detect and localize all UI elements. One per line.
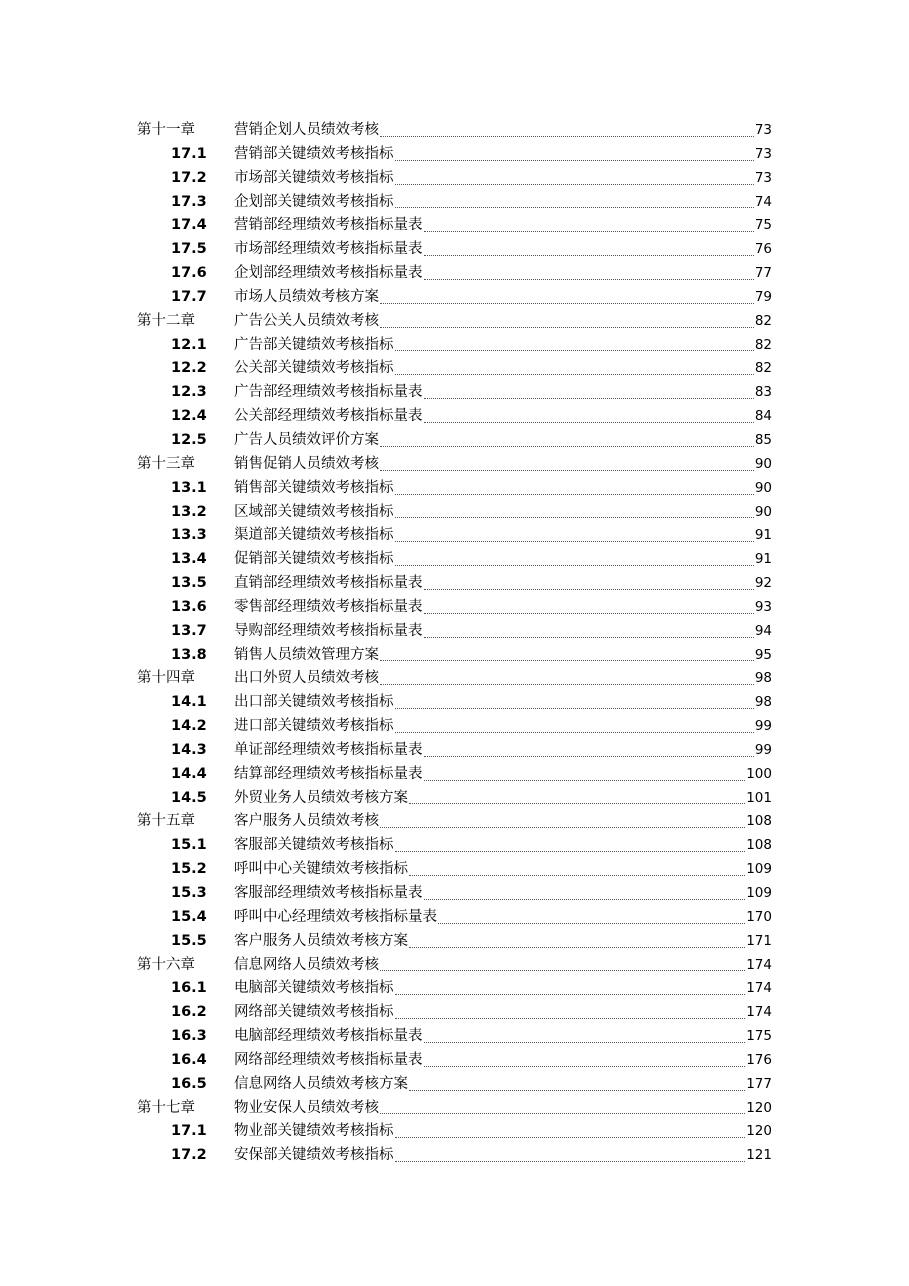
toc-entry-title: 客服部关键绩效考核指标 — [234, 837, 394, 854]
toc-entry-line — [234, 167, 772, 191]
toc-entry-line — [234, 715, 772, 739]
toc-entry-line — [234, 691, 772, 715]
toc-section-row[interactable] — [0, 977, 909, 1001]
toc-entry-title: 物业部关键绩效考核指标 — [234, 1123, 394, 1140]
toc-entry-line — [234, 262, 772, 286]
toc-entry-line — [234, 548, 772, 572]
toc-entry-number: 15.4 — [171, 908, 207, 925]
dot-leader — [424, 636, 754, 638]
toc-entry-number: 13.5 — [171, 575, 207, 592]
toc-page-number: 109 — [746, 861, 772, 878]
toc-entry-number: 15.2 — [171, 861, 207, 878]
toc-entry-line — [234, 1144, 772, 1168]
toc-entry-number: 17.2 — [171, 169, 207, 186]
toc-entry-line — [234, 882, 772, 906]
toc-entry-line — [234, 501, 772, 525]
toc-entry-title: 公关部关键绩效考核指标 — [234, 360, 394, 377]
dot-leader — [395, 159, 754, 161]
toc-entry-number: 17.4 — [171, 217, 207, 234]
toc-entry-number: 17.2 — [171, 1147, 207, 1164]
toc-page-number: 73 — [754, 169, 772, 186]
toc-entry-line — [234, 405, 772, 429]
dot-leader — [409, 1089, 745, 1091]
toc-section-row[interactable] — [0, 882, 909, 906]
toc-entry-line — [234, 1097, 772, 1121]
toc-entry-title: 营销部关键绩效考核指标 — [234, 145, 394, 162]
toc-entry-title: 结算部经理绩效考核指标量表 — [234, 765, 423, 782]
toc-entry-line — [234, 763, 772, 787]
toc-section-row[interactable] — [0, 1049, 909, 1073]
dot-leader — [395, 540, 754, 542]
toc-entry-line — [234, 954, 772, 978]
dot-leader — [424, 779, 746, 781]
toc-entry-line — [234, 930, 772, 954]
dot-leader — [395, 1160, 746, 1162]
toc-section-row[interactable] — [0, 620, 909, 644]
toc-page-number: 92 — [754, 575, 772, 592]
dot-leader — [424, 898, 746, 900]
toc-entry-title: 公关部经理绩效考核指标量表 — [234, 408, 423, 425]
toc-entry-line — [234, 286, 772, 310]
toc-chapter-row[interactable] — [0, 453, 909, 477]
toc-entry-line — [234, 381, 772, 405]
dot-leader — [380, 1112, 745, 1114]
toc-page-number: 93 — [754, 598, 772, 615]
toc-chapter-row[interactable] — [0, 810, 909, 834]
toc-page-number: 90 — [754, 503, 772, 520]
toc-section-row[interactable] — [0, 214, 909, 238]
toc-page-number: 79 — [754, 288, 772, 305]
toc-entry-line — [234, 644, 772, 668]
toc-entry-title: 直销部经理绩效考核指标量表 — [234, 575, 423, 592]
dot-leader — [424, 254, 754, 256]
toc-entry-title: 渠道部关键绩效考核指标 — [234, 527, 394, 544]
toc-section-row[interactable] — [0, 405, 909, 429]
toc-page-number: 174 — [746, 956, 772, 973]
toc-entry-title: 安保部关键绩效考核指标 — [234, 1147, 394, 1164]
toc-section-row[interactable] — [0, 763, 909, 787]
toc-entry-number: 第十四章 — [137, 670, 195, 687]
toc-page-number: 73 — [754, 145, 772, 162]
dot-leader — [409, 874, 745, 876]
toc-entry-title: 电脑部关键绩效考核指标 — [234, 980, 394, 997]
dot-leader — [395, 731, 754, 733]
toc-chapter-row[interactable] — [0, 310, 909, 334]
toc-section-row[interactable] — [0, 548, 909, 572]
toc-entry-line — [234, 906, 772, 930]
toc-entry-title: 客户服务人员绩效考核 — [234, 813, 379, 830]
toc-entry-line — [234, 1120, 772, 1144]
toc-page-number: 94 — [754, 622, 772, 639]
toc-page-number: 108 — [746, 813, 772, 830]
toc-entry-line — [234, 310, 772, 334]
dot-leader — [438, 922, 745, 924]
toc-page-number: 91 — [754, 551, 772, 568]
dot-leader — [424, 230, 754, 232]
toc-entry-title: 出口外贸人员绩效考核 — [234, 670, 379, 687]
toc-entry-title: 销售部关键绩效考核指标 — [234, 479, 394, 496]
toc-section-row[interactable] — [0, 739, 909, 763]
toc-section-row[interactable] — [0, 286, 909, 310]
toc-entry-title: 网络部经理绩效考核指标量表 — [234, 1051, 423, 1068]
toc-page-number: 177 — [746, 1075, 772, 1092]
toc-entry-line — [234, 453, 772, 477]
toc-entry-number: 14.2 — [171, 718, 207, 735]
toc-page-number: 174 — [746, 1004, 772, 1021]
toc-entry-title: 物业安保人员绩效考核 — [234, 1099, 379, 1116]
toc-entry-number: 17.1 — [171, 145, 207, 162]
toc-entry-number: 第十七章 — [137, 1099, 195, 1116]
dot-leader — [424, 588, 754, 590]
toc-entry-title: 客服部经理绩效考核指标量表 — [234, 885, 423, 901]
dot-leader — [395, 707, 754, 709]
toc-entry-line — [234, 572, 772, 596]
toc-entry-number: 15.3 — [171, 885, 207, 901]
toc-section-row[interactable] — [0, 596, 909, 620]
toc-section-row[interactable] — [0, 930, 909, 954]
toc-entry-number: 15.5 — [171, 932, 207, 949]
dot-leader — [395, 850, 746, 852]
toc-entry-line — [234, 334, 772, 358]
toc-page-number: 99 — [754, 718, 772, 735]
toc-entry-title: 外贸业务人员绩效考核方案 — [234, 789, 408, 806]
toc-entry-number: 14.3 — [171, 741, 207, 758]
toc-entry-title: 零售部经理绩效考核指标量表 — [234, 598, 423, 615]
toc-page-number: 101 — [746, 789, 772, 806]
toc-entry-number: 12.3 — [171, 384, 207, 401]
toc-entry-line — [234, 667, 772, 691]
toc-entry-number: 第十三章 — [137, 455, 195, 472]
toc-chapter-row[interactable] — [0, 954, 909, 978]
toc-section-row[interactable] — [0, 143, 909, 167]
toc-entry-number: 15.1 — [171, 837, 207, 854]
toc-page-number: 74 — [754, 193, 772, 210]
toc-entry-line — [234, 191, 772, 215]
dot-leader — [380, 659, 754, 661]
toc-entry-title: 广告部经理绩效考核指标量表 — [234, 384, 423, 401]
toc-page-number: 99 — [754, 741, 772, 758]
dot-leader — [395, 349, 754, 351]
toc-chapter-row[interactable] — [0, 119, 909, 143]
toc-entry-title: 广告公关人员绩效考核 — [234, 312, 379, 329]
toc-entry-title: 电脑部经理绩效考核指标量表 — [234, 1028, 423, 1045]
toc-entry-number: 第十六章 — [137, 956, 195, 973]
toc-entry-title: 广告部关键绩效考核指标 — [234, 336, 394, 353]
toc-entry-title: 信息网络人员绩效考核方案 — [234, 1075, 408, 1092]
toc-entry-title: 区域部关键绩效考核指标 — [234, 503, 394, 520]
toc-entry-title: 企划部经理绩效考核指标量表 — [234, 265, 423, 282]
toc-entry-line — [234, 1001, 772, 1025]
toc-section-row[interactable] — [0, 501, 909, 525]
toc-entry-title: 出口部关键绩效考核指标 — [234, 694, 394, 711]
toc-entry-title: 市场部关键绩效考核指标 — [234, 169, 394, 186]
toc-entry-number: 17.1 — [171, 1123, 207, 1140]
toc-entry-number: 14.4 — [171, 765, 207, 782]
toc-page-number: 85 — [754, 431, 772, 448]
toc-section-row[interactable] — [0, 787, 909, 811]
toc-entry-title: 呼叫中心经理绩效考核指标量表 — [234, 908, 437, 925]
toc-section-row[interactable] — [0, 429, 909, 453]
toc-entry-line — [234, 620, 772, 644]
toc-entry-number: 13.1 — [171, 479, 207, 496]
dot-leader — [424, 612, 754, 614]
dot-leader — [380, 969, 745, 971]
toc-entry-number: 17.6 — [171, 265, 207, 282]
toc-page-number: 98 — [754, 694, 772, 711]
toc-page-number: 90 — [754, 455, 772, 472]
toc-section-row[interactable] — [0, 1001, 909, 1025]
dot-leader — [395, 373, 754, 375]
toc-entry-line — [234, 787, 772, 811]
dot-leader — [424, 397, 754, 399]
dot-leader — [380, 469, 754, 471]
toc-entry-line — [234, 238, 772, 262]
toc-entry-line — [234, 357, 772, 381]
toc-entry-title: 市场人员绩效考核方案 — [234, 288, 379, 305]
toc-page-number: 109 — [746, 885, 772, 901]
toc-entry-title: 单证部经理绩效考核指标量表 — [234, 741, 423, 758]
toc-page-number: 170 — [746, 908, 772, 925]
dot-leader — [424, 278, 754, 280]
toc-entry-number: 12.2 — [171, 360, 207, 377]
toc-section-row[interactable] — [0, 334, 909, 358]
toc-page-number: 91 — [754, 527, 772, 544]
toc-page-number: 75 — [754, 217, 772, 234]
toc-page-number: 76 — [754, 241, 772, 258]
dot-leader — [409, 946, 745, 948]
toc-page-number: 98 — [754, 670, 772, 687]
toc-entry-title: 导购部经理绩效考核指标量表 — [234, 622, 423, 639]
toc-page-number: 120 — [746, 1123, 772, 1140]
toc-entry-line — [234, 977, 772, 1001]
toc-entry-title: 销售人员绩效管理方案 — [234, 646, 379, 663]
toc-section-row[interactable] — [0, 715, 909, 739]
toc-entry-number: 14.5 — [171, 789, 207, 806]
toc-entry-number: 13.6 — [171, 598, 207, 615]
toc-page-number: 108 — [746, 837, 772, 854]
dot-leader — [395, 206, 754, 208]
toc-entry-title: 进口部关键绩效考核指标 — [234, 718, 394, 735]
toc-entry-line — [234, 524, 772, 548]
toc-page-number: 175 — [746, 1028, 772, 1045]
toc-entry-number: 16.5 — [171, 1075, 207, 1092]
toc-page-number: 83 — [754, 384, 772, 401]
toc-page-number: 82 — [754, 360, 772, 377]
toc-page-number: 100 — [746, 765, 772, 782]
toc-section-row[interactable] — [0, 1120, 909, 1144]
toc-page-number: 82 — [754, 312, 772, 329]
toc-entry-number: 16.2 — [171, 1004, 207, 1021]
toc-entry-title: 营销部经理绩效考核指标量表 — [234, 217, 423, 234]
toc-chapter-row[interactable] — [0, 667, 909, 691]
toc-section-row[interactable] — [0, 524, 909, 548]
toc-entry-number: 12.5 — [171, 431, 207, 448]
toc-entry-number: 13.3 — [171, 527, 207, 544]
toc-page-number: 171 — [746, 932, 772, 949]
dot-leader — [395, 493, 754, 495]
toc-entry-line — [234, 810, 772, 834]
toc-entry-line — [234, 739, 772, 763]
toc-page-number: 121 — [746, 1147, 772, 1164]
toc-entry-title: 销售促销人员绩效考核 — [234, 455, 379, 472]
dot-leader — [424, 421, 754, 423]
toc-entry-number: 13.8 — [171, 646, 207, 663]
toc-page-number: 84 — [754, 408, 772, 425]
dot-leader — [395, 1017, 746, 1019]
toc-entry-line — [234, 214, 772, 238]
toc-entry-line — [234, 1025, 772, 1049]
toc-chapter-row[interactable] — [0, 1097, 909, 1121]
toc-section-row[interactable] — [0, 834, 909, 858]
toc-entry-number: 第十五章 — [137, 813, 195, 830]
toc-entry-number: 16.4 — [171, 1051, 207, 1068]
toc-entry-title: 客户服务人员绩效考核方案 — [234, 932, 408, 949]
toc-entry-number: 16.1 — [171, 980, 207, 997]
toc-section-row[interactable] — [0, 357, 909, 381]
toc-entry-line — [234, 858, 772, 882]
dot-leader — [395, 1136, 746, 1138]
toc-entry-number: 17.5 — [171, 241, 207, 258]
toc-entry-line — [234, 119, 772, 143]
toc-page-number: 82 — [754, 336, 772, 353]
toc-entry-line — [234, 1073, 772, 1097]
toc-section-row[interactable] — [0, 572, 909, 596]
toc-page-number: 120 — [746, 1099, 772, 1116]
toc-entry-title: 营销企划人员绩效考核 — [234, 122, 379, 138]
dot-leader — [380, 445, 754, 447]
toc-entry-number: 第十一章 — [137, 122, 195, 138]
toc-entry-title: 促销部关键绩效考核指标 — [234, 551, 394, 568]
toc-section-row[interactable] — [0, 477, 909, 501]
toc-entry-title: 广告人员绩效评价方案 — [234, 431, 379, 448]
toc-entry-number: 13.7 — [171, 622, 207, 639]
toc-section-row[interactable] — [0, 1073, 909, 1097]
dot-leader — [424, 1065, 746, 1067]
toc-page-number: 73 — [754, 122, 772, 138]
dot-leader — [380, 326, 754, 328]
toc-entry-number: 第十二章 — [137, 312, 195, 329]
table-of-contents — [0, 119, 909, 1168]
toc-entry-title: 信息网络人员绩效考核 — [234, 956, 379, 973]
toc-entry-line — [234, 1049, 772, 1073]
toc-section-row[interactable] — [0, 644, 909, 668]
dot-leader — [380, 683, 754, 685]
toc-entry-title: 呼叫中心关键绩效考核指标 — [234, 861, 408, 878]
toc-entry-title: 市场部经理绩效考核指标量表 — [234, 241, 423, 258]
toc-page-number: 176 — [746, 1051, 772, 1068]
dot-leader — [409, 802, 745, 804]
toc-section-row[interactable] — [0, 167, 909, 191]
toc-entry-number: 17.3 — [171, 193, 207, 210]
dot-leader — [424, 755, 754, 757]
toc-entry-number: 16.3 — [171, 1028, 207, 1045]
dot-leader — [395, 993, 746, 995]
toc-section-row[interactable] — [0, 191, 909, 215]
toc-section-row[interactable] — [0, 1144, 909, 1168]
toc-entry-line — [234, 143, 772, 167]
toc-section-row[interactable] — [0, 691, 909, 715]
toc-entry-number: 17.7 — [171, 288, 207, 305]
toc-page-number: 174 — [746, 980, 772, 997]
toc-entry-line — [234, 429, 772, 453]
dot-leader — [395, 183, 754, 185]
toc-page-number: 95 — [754, 646, 772, 663]
toc-entry-line — [234, 477, 772, 501]
dot-leader — [424, 1041, 746, 1043]
toc-entry-number: 13.2 — [171, 503, 207, 520]
toc-page-number: 77 — [754, 265, 772, 282]
toc-entry-number: 12.4 — [171, 408, 207, 425]
toc-page-number: 90 — [754, 479, 772, 496]
toc-entry-title: 网络部关键绩效考核指标 — [234, 1004, 394, 1021]
toc-section-row[interactable] — [0, 906, 909, 930]
dot-leader — [380, 302, 754, 304]
toc-section-row[interactable] — [0, 1025, 909, 1049]
dot-leader — [395, 564, 754, 566]
dot-leader — [395, 516, 754, 518]
toc-section-row[interactable] — [0, 238, 909, 262]
toc-entry-number: 13.4 — [171, 551, 207, 568]
dot-leader — [380, 135, 754, 137]
toc-entry-number: 14.1 — [171, 694, 207, 711]
toc-section-row[interactable] — [0, 262, 909, 286]
toc-entry-line — [234, 834, 772, 858]
toc-section-row[interactable] — [0, 858, 909, 882]
toc-entry-number: 12.1 — [171, 336, 207, 353]
dot-leader — [380, 826, 745, 828]
toc-section-row[interactable] — [0, 381, 909, 405]
toc-entry-title: 企划部关键绩效考核指标 — [234, 193, 394, 210]
toc-entry-line — [234, 596, 772, 620]
